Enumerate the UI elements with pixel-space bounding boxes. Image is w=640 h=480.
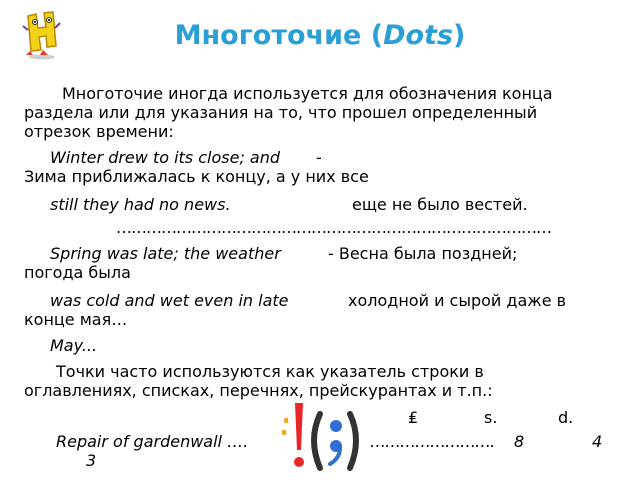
punctuation-clipart xyxy=(278,398,368,480)
intro-line-1: Многоточие иногда используется для обозначения конца xyxy=(62,84,553,103)
dots-separator: …………………………………………………………………………… xyxy=(116,218,551,237)
intro-line-2: раздела или для указания на то, что прошел определенный xyxy=(24,103,538,122)
repair-value-shillings: 4 xyxy=(592,432,603,451)
example2-english-1: Spring was late; the weather xyxy=(50,244,281,263)
slide-title xyxy=(0,20,640,51)
repair-value-pounds: 8 xyxy=(514,432,525,451)
example1-english-2: still they had no news. xyxy=(50,195,231,214)
repair-dots: ……………………. xyxy=(370,432,495,451)
example1-russian-1: Зима приближалась к концу, а у них все xyxy=(24,167,369,186)
example2-russian-2: холодной и сырой даже в xyxy=(348,291,567,310)
currency-shilling: s. xyxy=(484,408,498,427)
example1-russian-2: еще не было вестей. xyxy=(352,195,528,214)
para2-line-1: Точки часто используются как указатель строки в xyxy=(56,362,484,381)
example2-russian-1b: погода была xyxy=(24,263,131,282)
repair-value-pence: 3 xyxy=(86,451,97,470)
example1-dash: - xyxy=(316,148,322,167)
title-russian: Многоточие ( xyxy=(174,20,384,51)
currency-pence: d. xyxy=(558,408,574,427)
example2-english-3: May... xyxy=(50,336,98,355)
example2-russian-2b: конце мая… xyxy=(24,310,128,329)
repair-label: Repair of gardenwall …. xyxy=(56,432,249,451)
intro-line-3: отрезок времени: xyxy=(24,122,174,141)
example2-english-2: was cold and wet even in late xyxy=(50,291,289,310)
title-english: Dots xyxy=(383,20,454,51)
example2-russian-1: - Весна была поздней; xyxy=(328,244,518,263)
currency-pound: ₤ xyxy=(408,408,419,427)
title-close-paren: ) xyxy=(453,20,466,51)
example1-english-1: Winter drew to its close; and xyxy=(50,148,281,167)
para2-line-2: оглавлениях, списках, перечнях, прейскурантах и т.п.: xyxy=(24,381,493,400)
